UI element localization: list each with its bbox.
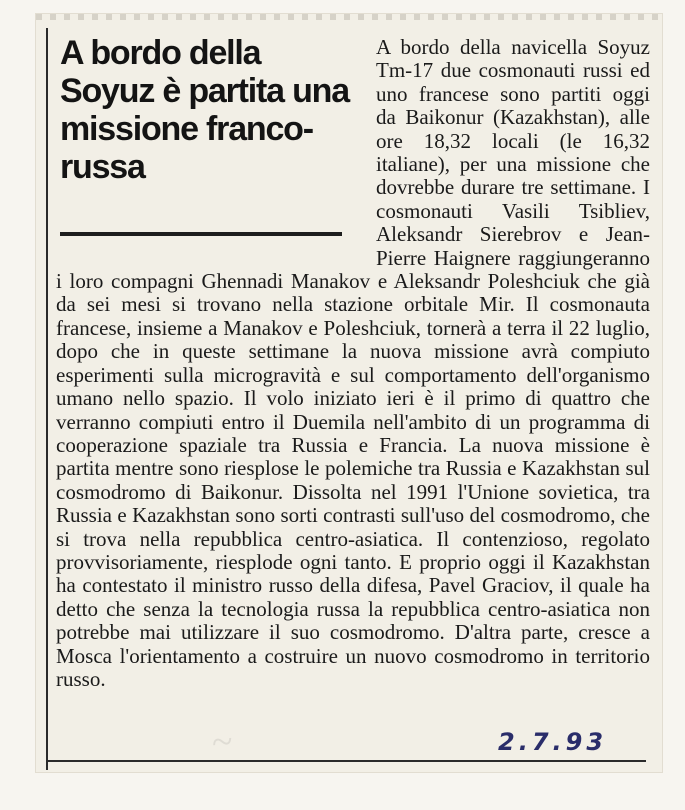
article-body-wrapper xyxy=(56,36,650,691)
bottom-rule xyxy=(46,760,646,762)
article-headline: A bordo della Soyuz è partita una missione franco-russa xyxy=(60,34,349,186)
show-through-text: ~ xyxy=(210,720,236,764)
headline-spacer xyxy=(56,36,376,254)
left-column-rule xyxy=(46,28,48,770)
torn-top-edge xyxy=(36,14,662,20)
article-body: A bordo della navicella Soyuz Tm-17 due cosmonauti russi ed uno francese sono partiti oggi da Baikonur (Kazakhstan), alle ore 18,32 locali (le 16,32 italiane), per una missione che dovrebbe durare tre settimane. I cosmonauti Vasili Tsibliev, Aleksandr Sierebrov e Jean-Pierre Haignere raggiungeranno i loro compagni Ghennadi Manakov e Aleksandr Poleshciuk che già da sei mesi si trovano nella stazione orbitale Mir. Il cosmonauta francese, insieme a Manakov e Poleshciuk, tornerà a terra il 22 luglio, dopo che in queste settimane la nuova missione avrà compiuto esperimenti sulla microgravità e sul comportamento dell'organismo umano nello spazio. Il volo iniziato ieri è il primo di quattro che verranno compiuti entro il Duemila nell'ambito di un programma di cooperazione spaziale tra Russia e Francia. La nuova missione è partita mentre sono riesplose le polemiche tra Russia e Kazakhstan sul cosmodromo di Baikonur. Dissolta nel 1991 l'Unione sovietica, tra Russia e Kazakhstan sono sorti contrasti sull'uso del cosmodromo, che si trova nella repubblica centro-asiatica. Il contenzioso, regolato provvisoriamente, riesplode ogni tanto. E proprio oggi il Kazakhstan ha contestato il ministro russo della difesa, Pavel Graciov, il quale ha detto che senza la tecnologia russa la repubblica centro-asiatica non potrebbe mai utilizzare il suo cosmodromo. D'altra parte, cresce a Mosca l'orientamento a costruire un nuovo cosmodromo in territorio russo. xyxy=(56,35,650,691)
newspaper-clipping xyxy=(36,14,662,772)
handwritten-date: 2.7.93 xyxy=(498,728,608,756)
